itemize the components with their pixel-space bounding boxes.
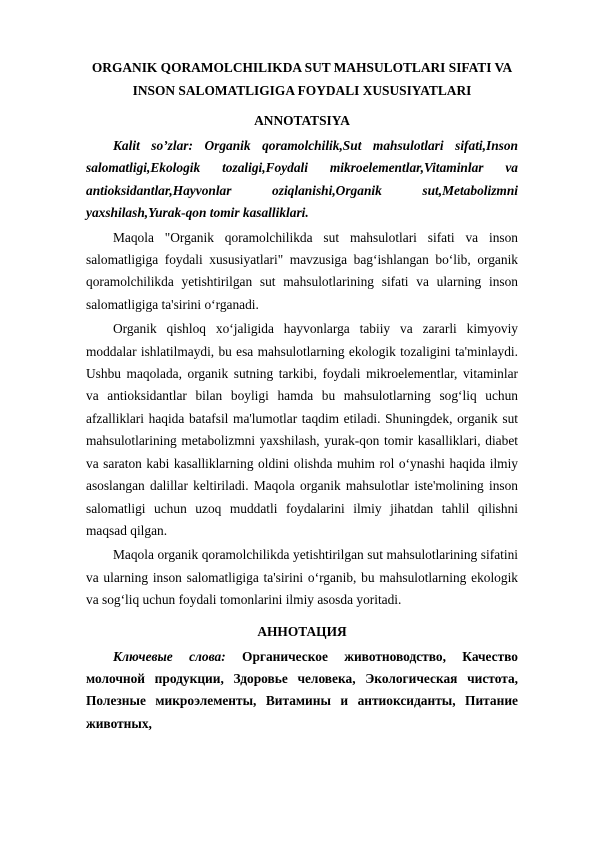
abstract-uz-paragraph-1: Maqola "Organik qoramolchilikda sut mahsulotlari sifati va inson salomatligiga foydali xususiyatlari" mavzusiga bag‘ishlangan bo‘lib, organik qoramolchilikda yetishtirilgan sut mahsulotlarining sifati va ularning inson salomatligiga ta'sirini o‘rganadi. [86, 229, 518, 312]
abstract-uz-paragraph-3: Maqola organik qoramolchilikda yetishtirilgan sut mahsulotlarining sifatini va ularning inson salomatligiga ta'sirini o‘rganib, bu mahsulotlarning ekologik va sog‘liq uchun foydali tomonlarini ilmiy asosda yoritadi. [86, 547, 518, 608]
title-line-2: INSON SALOMATLIGIGA FOYDALI XUSUSIYATLARI [132, 83, 472, 98]
annotation-ru-heading: АННОТАЦИЯ [257, 623, 347, 639]
abstract-uz-paragraph-2: Organik qishloq xo‘jaligida hayvonlarga tabiiy va zararli kimyoviy moddalar ishlatilmaydi, bu esa mahsulotlarning ekologik tozaligini ta'minlaydi. Ushbu maqolada, organik sutning tarkibi, foydali mikroelementlar, vitaminlar va antioksidantlar bilan boyligi hamda bu mahsulotlarning sog‘liq uchun afzalliklari haqida batafsil ma'lumotlar taqdim etiladi. Shuningdek, organik sut mahsulotlarining metabolizmni yaxshilash, yurak-qon tomir kasalliklari, diabet va saraton kabi kasalliklarning oldini olishda muhim rol o‘ynashi haqida ilmiy asoslangan dalillar keltiriladi. Maqola organik mahsulotlar iste'molining inson salomatligi uchun uzoq muddatli foydalarini ilmiy jihatdan tahlil qilishni maqsad qilgan. [86, 321, 518, 538]
keywords-ru [86, 646, 518, 736]
document-page [86, 56, 518, 735]
keywords-ru-label: Ключевые слова: [113, 648, 226, 664]
keywords-ru-text: Органическое животноводство, Качество молочной продукции, Здоровье человека, Экологическая чистота, Полезные микроэлементы, Витамины и антиоксиданты, Питание животных, [86, 648, 518, 731]
title-line-1: ORGANIK QORAMOLCHILIKDA SUT MAHSULOTLARI SIFATI VA [91, 60, 513, 75]
keywords-uz [86, 135, 518, 225]
keywords-uz-text: Organik qoramolchilik,Sut mahsulotlari sifati,Inson salomatligi,Ekologik tozaligi,Foydali mikroelementlar,Vitaminlar va antioksidantlar,Hayvonlar oziqlanishi,Organik sut,Metabolizmni yaxshilash,Yurak-qon tomir kasalliklari. [86, 138, 518, 221]
annotation-uz-heading: ANNOTATSIYA [254, 113, 350, 128]
keywords-uz-label: Kalit so’zlar: [113, 138, 193, 153]
